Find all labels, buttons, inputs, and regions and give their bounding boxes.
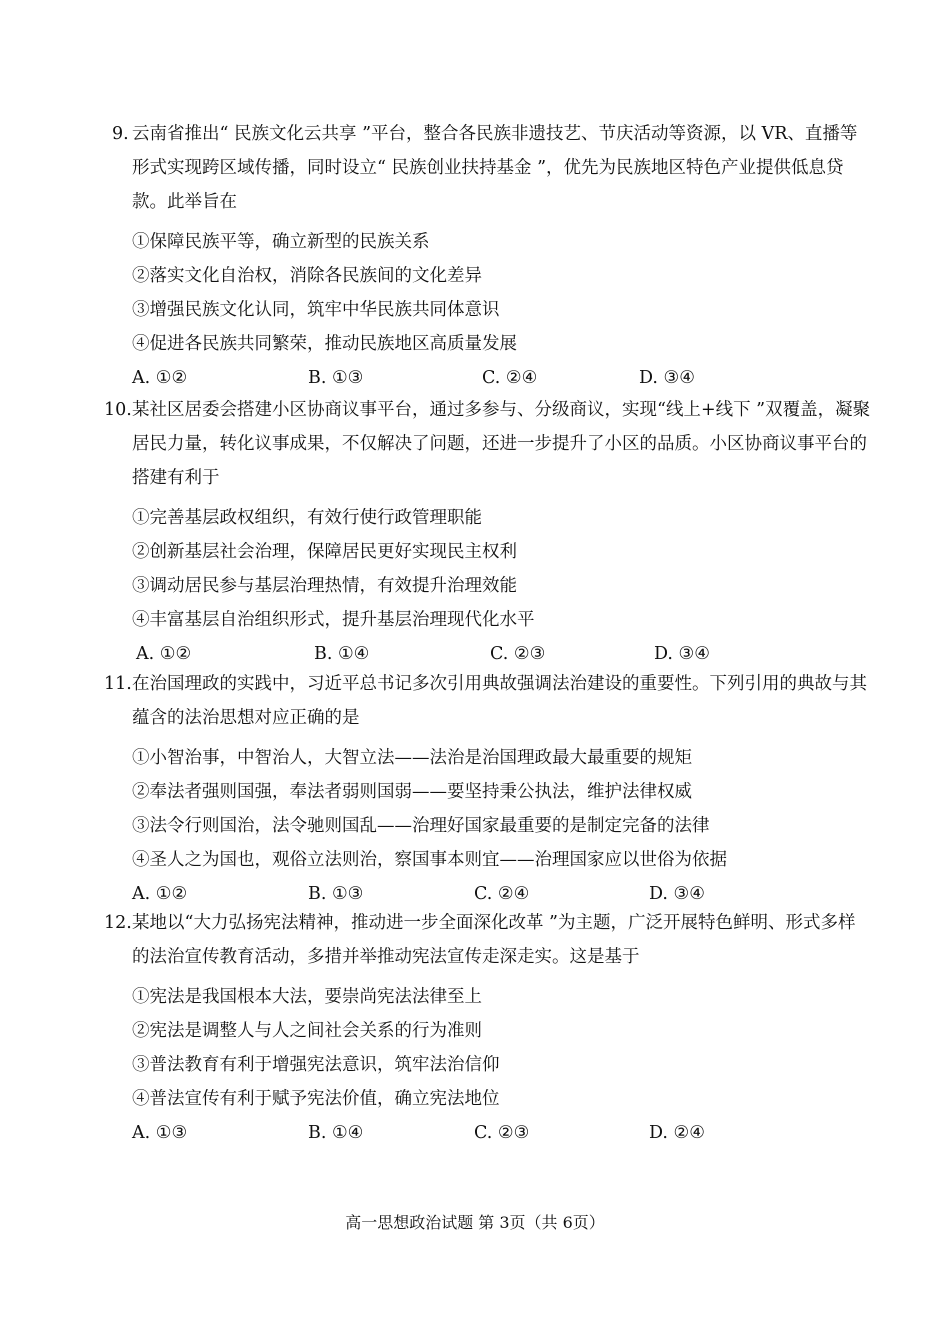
choice-d: D. ③④ (639, 368, 695, 388)
statement-3: ③法令行则国治，法令驰则国乱——治理好国家最重要的是制定完备的法律 (132, 816, 710, 836)
choice-a: A. ①③ (132, 1123, 188, 1143)
page-footer: 高一思想政治试题 第 3页（共 6页） (345, 1213, 605, 1232)
choice-a: A. ①② (132, 884, 188, 904)
question-stem (104, 667, 872, 735)
question-stem (104, 393, 872, 495)
question-number: 10. (104, 400, 132, 420)
choice-c: C. ②④ (482, 368, 538, 388)
statement-4: ④丰富基层自治组织形式，提升基层治理现代化水平 (132, 610, 535, 630)
statement-2: ②奉法者强则国强，奉法者弱则国弱——要坚持秉公执法，维护法律权威 (132, 782, 692, 802)
statement-2: ②落实文化自治权，消除各民族间的文化差异 (132, 266, 482, 286)
statement-1: ①小智治事，中智治人，大智立法——法治是治国理政最大最重要的规矩 (132, 748, 692, 768)
choice-c: C. ②③ (490, 644, 546, 664)
answer-choices (112, 637, 872, 671)
choice-b: B. ①③ (308, 884, 364, 904)
question-text: 某社区居委会搭建小区协商议事平台，通过多参与、分级商议，实现“线上+线下 ”双覆盖，凝聚居民力量，转化议事成果，不仅解决了问题，还进一步提升了小区的品质。小区协商议事平台的搭建有利于 (132, 400, 871, 488)
question-10 (104, 393, 872, 671)
question-number: 11. (104, 674, 132, 694)
statement-4: ④普法宣传有利于赋予宪法价值，确立宪法地位 (132, 1089, 500, 1109)
question-12 (104, 906, 872, 1150)
choice-b: B. ①④ (308, 1123, 364, 1143)
question-text: 某地以“大力弘扬宪法精神，推动进一步全面深化改革 ”为主题，广泛开展特色鲜明、形式多样的法治宣传教育活动，多措并举推动宪法宣传走深走实。这是基于 (132, 913, 856, 967)
choice-b: B. ①④ (314, 644, 370, 664)
answer-choices (112, 361, 872, 395)
statement-2: ②创新基层社会治理，保障居民更好实现民主权利 (132, 542, 517, 562)
choice-b: B. ①③ (308, 368, 364, 388)
question-text: 云南省推出“ 民族文化云共享 ”平台，整合各民族非遗技艺、节庆活动等资源，以 VR、直播等形式实现跨区域传播，同时设立“ 民族创业扶持基金 ”，优先为民族地区特色产业提供低息贷款。此举旨在 (132, 124, 858, 212)
statement-1: ①宪法是我国根本大法，要崇尚宪法法律至上 (132, 987, 482, 1007)
statement-2: ②宪法是调整人与人之间社会关系的行为准则 (132, 1021, 482, 1041)
choice-a: A. ①② (132, 368, 188, 388)
statement-1: ①完善基层政权组织，有效行使行政管理职能 (132, 508, 482, 528)
statement-3: ③增强民族文化认同，筑牢中华民族共同体意识 (132, 300, 500, 320)
choice-c: C. ②④ (474, 884, 530, 904)
choice-c: C. ②③ (474, 1123, 530, 1143)
statement-3: ③调动居民参与基层治理热情，有效提升治理效能 (132, 576, 517, 596)
answer-choices (112, 1116, 872, 1150)
choice-a: A. ①② (136, 644, 192, 664)
choice-d: D. ③④ (654, 644, 710, 664)
question-number: 12. (104, 913, 132, 933)
question-number: 9. (112, 124, 129, 144)
statement-4: ④促进各民族共同繁荣，推动民族地区高质量发展 (132, 334, 517, 354)
question-stem (104, 906, 872, 974)
question-stem (112, 117, 872, 219)
statement-1: ①保障民族平等，确立新型的民族关系 (132, 232, 430, 252)
statement-3: ③普法教育有利于增强宪法意识，筑牢法治信仰 (132, 1055, 500, 1075)
question-text: 在治国理政的实践中，习近平总书记多次引用典故强调法治建设的重要性。下列引用的典故与其蕴含的法治思想对应正确的是 (132, 674, 867, 728)
choice-d: D. ③④ (649, 884, 705, 904)
question-9 (112, 117, 872, 395)
question-11 (104, 667, 872, 911)
statement-4: ④圣人之为国也，观俗立法则治，察国事本则宜——治理国家应以世俗为依据 (132, 850, 727, 870)
choice-d: D. ②④ (649, 1123, 705, 1143)
